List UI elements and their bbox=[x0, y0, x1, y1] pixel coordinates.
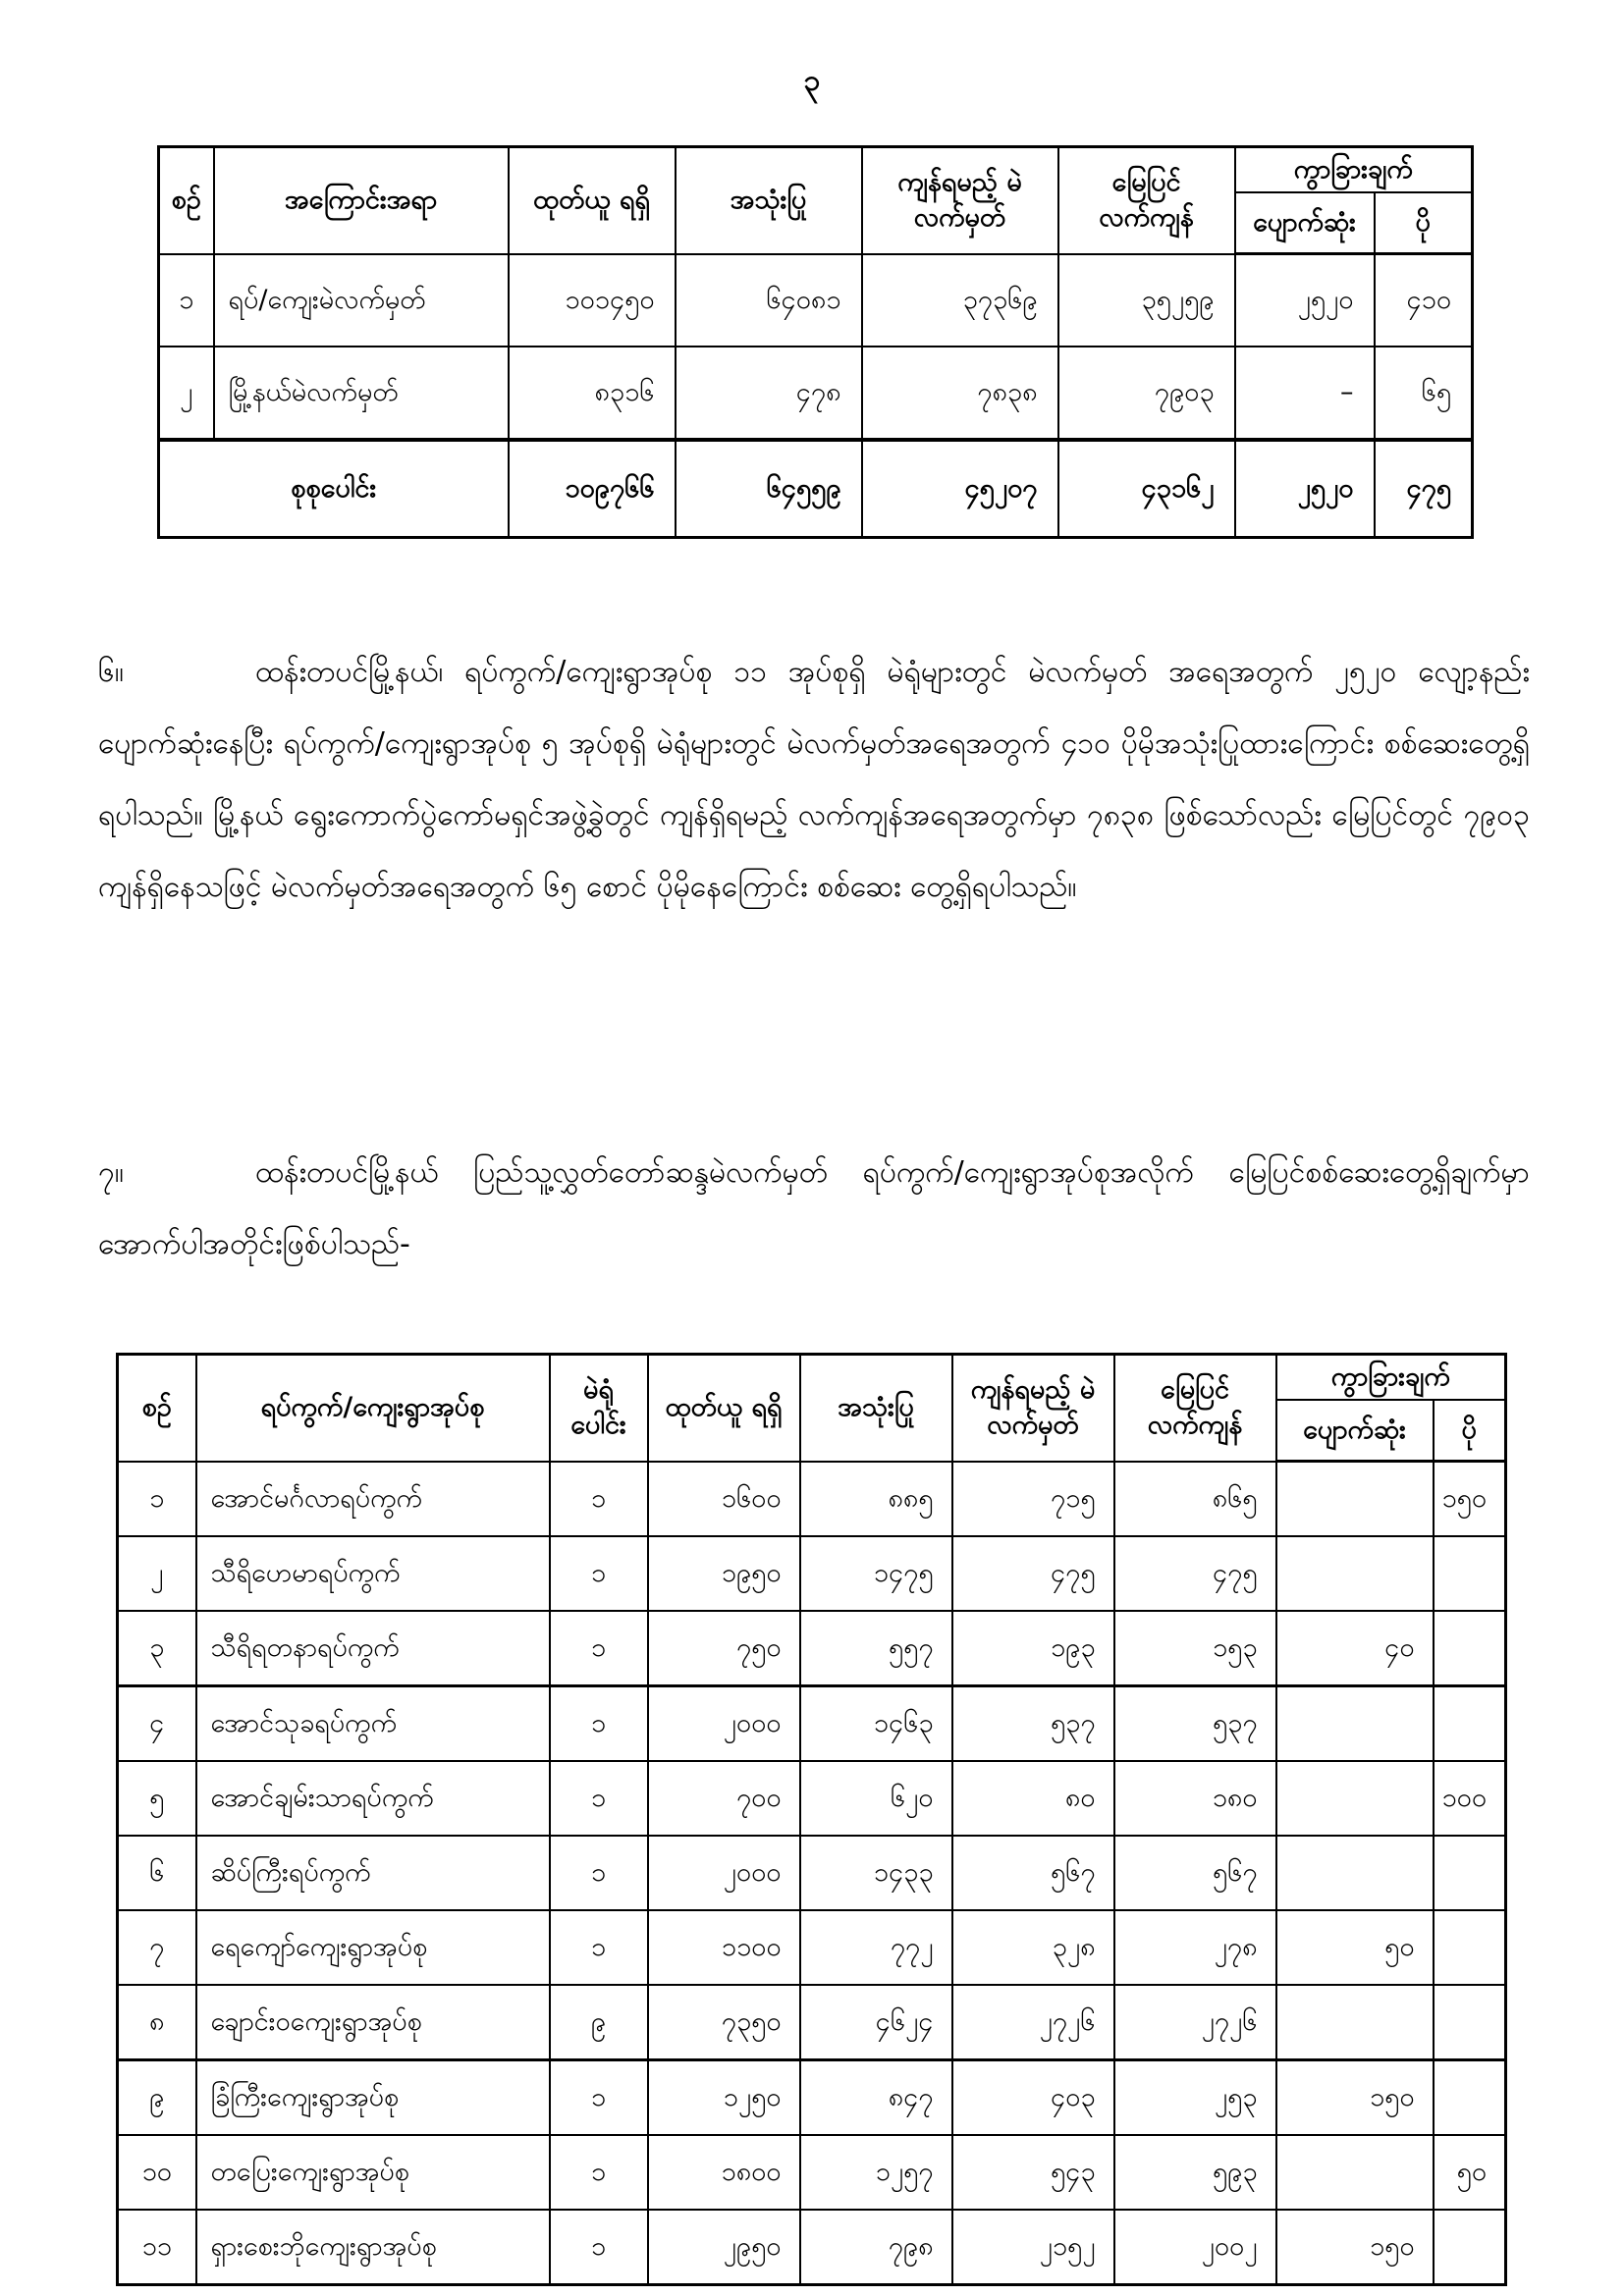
paragraph-6 bbox=[98, 636, 1530, 923]
table-cell: ၃ bbox=[118, 1611, 196, 1686]
table-cell: ၃၅၂၅၉ bbox=[1058, 254, 1235, 347]
table-cell: ၈၈၅ bbox=[800, 1462, 952, 1537]
table-cell bbox=[1434, 1536, 1506, 1611]
table-cell: ၂၇၈ bbox=[1114, 1910, 1276, 1985]
table-cell: ၈ bbox=[118, 1985, 196, 2060]
summary-table bbox=[157, 145, 1474, 539]
table-cell: ရှားစေးဘိုကျေးရွာအုပ်စု bbox=[196, 2210, 550, 2285]
table-cell: ၂၉၅၀ bbox=[648, 2210, 800, 2285]
table-cell bbox=[1276, 1985, 1434, 2060]
table-cell: တပြေးကျေးရွာအုပ်စု bbox=[196, 2135, 550, 2210]
table-cell: ၁၉၅၀ bbox=[648, 1536, 800, 1611]
table-cell bbox=[1276, 1536, 1434, 1611]
table-cell: ၅၉၃ bbox=[1114, 2135, 1276, 2210]
table-cell: ၅ bbox=[118, 1761, 196, 1836]
table-cell: ၁ bbox=[118, 1462, 196, 1537]
table-cell: ၁၄၇၅ bbox=[800, 1536, 952, 1611]
table-cell: ၇၉၈ bbox=[800, 2210, 952, 2285]
col-header-serial: စဉ် bbox=[159, 147, 214, 254]
table-cell: ၆၂၀ bbox=[800, 1761, 952, 1836]
table-cell: ၄၇၈ bbox=[676, 347, 862, 440]
table-cell: ၄၇၅ bbox=[1114, 1536, 1276, 1611]
table-cell: ၄၀ bbox=[1276, 1611, 1434, 1686]
table-cell: ၂၇၂၆ bbox=[952, 1985, 1114, 2060]
table-cell: ၄၆၂၄ bbox=[800, 1985, 952, 2060]
table-cell bbox=[1434, 1985, 1506, 2060]
summary-table-body bbox=[159, 254, 1473, 441]
col-header-used: အသုံးပြု bbox=[800, 1355, 952, 1462]
col-header-lost: ပျောက်ဆုံး bbox=[1276, 1400, 1434, 1462]
table-row bbox=[118, 1611, 1506, 1686]
table-cell: ၁၆၀၀ bbox=[648, 1462, 800, 1537]
table-cell: ဆိပ်ကြီးရပ်ကွက် bbox=[196, 1836, 550, 1910]
table-cell: အောင်သုခရပ်ကွက် bbox=[196, 1686, 550, 1762]
col-header-serial: စဉ် bbox=[118, 1355, 196, 1462]
table-cell: ၇၈၃၈ bbox=[862, 347, 1058, 440]
table-cell: ၁၅၀ bbox=[1276, 2060, 1434, 2136]
table-cell: ရေကျော်ကျေးရွာအုပ်စု bbox=[196, 1910, 550, 1985]
table-cell: ၁၀၀ bbox=[1434, 1761, 1506, 1836]
table-cell: ၂၅၂၀ bbox=[1235, 254, 1375, 347]
table-cell: ၁၈၀ bbox=[1114, 1761, 1276, 1836]
col-header-polling-stations: မဲရုံ ပေါင်း bbox=[550, 1355, 648, 1462]
paragraph-6-number: ၆။ bbox=[98, 655, 124, 689]
table-cell: ၄ bbox=[118, 1686, 196, 1762]
table-row bbox=[118, 2210, 1506, 2285]
table-cell: ၆ bbox=[118, 1836, 196, 1910]
total-row bbox=[159, 440, 1473, 538]
table-cell: ၇၅၀ bbox=[648, 1611, 800, 1686]
total-ground-balance: ၄၃၁၆၂ bbox=[1058, 440, 1235, 538]
table-cell: ၅၄၃ bbox=[952, 2135, 1114, 2210]
col-header-issued: ထုတ်ယူ ရရှိ bbox=[648, 1355, 800, 1462]
table-cell: ချောင်းဝကျေးရွာအုပ်စု bbox=[196, 1985, 550, 2060]
table-cell bbox=[1434, 1686, 1506, 1762]
table-cell: ၁၀၁၄၅၀ bbox=[509, 254, 676, 347]
table-cell bbox=[1276, 1686, 1434, 1762]
table-cell: သီရိဟေမာရပ်ကွက် bbox=[196, 1536, 550, 1611]
table-cell bbox=[1434, 1836, 1506, 1910]
table-cell: ၅၀ bbox=[1434, 2135, 1506, 2210]
table-cell: ၂ bbox=[159, 347, 214, 440]
table-cell: ၈၄၇ bbox=[800, 2060, 952, 2136]
paragraph-7-text: ထန်းတပင်မြို့နယ် ပြည်သူ့လွှတ်တော်ဆန္ဒမဲလက်မှတ် ရပ်ကွက်/ကျေးရွာအုပ်စုအလိုက် မြေပြင်စစ်ဆေးတွေ့ရှိချက်မှာ အောက်ပါအတိုင်းဖြစ်ပါသည်- bbox=[98, 1155, 1530, 1261]
paragraph-6-text: ထန်းတပင်မြို့နယ်၊ ရပ်ကွက်/ကျေးရွာအုပ်စု ၁၁ အုပ်စုရှိ မဲရုံများတွင် မဲလက်မှတ် အရေအတွက် ၂၅၂၀ လျော့နည်းပျောက်ဆုံးနေပြီး ရပ်ကွက်/ကျေးရွာအုပ်စု ၅ အုပ်စုရှိ မဲရုံများတွင် မဲလက်မှတ်အရေအတွက် ၄၁၀ ပိုမိုအသုံးပြုထားကြောင်း စစ်ဆေးတွေ့ရှိရပါသည်။ မြို့နယ် ရွေးကောက်ပွဲကော်မရှင်အဖွဲ့ခွဲတွင် ကျန်ရှိရမည့် လက်ကျန်အရေအတွက်မှာ ၇၈၃၈ ဖြစ်သော်လည်း မြေပြင်တွင် ၇၉၀၃ ကျန်ရှိနေသဖြင့် မဲလက်မှတ်အရေအတွက် ၆၅ စောင် ပိုမိုနေကြောင်း စစ်ဆေး တွေ့ရှိရပါသည်။ bbox=[98, 655, 1530, 904]
col-header-ward-name: ရပ်ကွက်/ကျေးရွာအုပ်စု bbox=[196, 1355, 550, 1462]
col-header-remaining: ကျန်ရမည့် မဲလက်မှတ် bbox=[862, 147, 1058, 254]
table-cell: ၁၄၃၃ bbox=[800, 1836, 952, 1910]
table-cell: ၂၇၂၆ bbox=[1114, 1985, 1276, 2060]
total-remaining: ၄၅၂၀၇ bbox=[862, 440, 1058, 538]
table-cell: ၆၅ bbox=[1375, 347, 1473, 440]
table-cell: ၉ bbox=[550, 1985, 648, 2060]
summary-table-total bbox=[159, 440, 1473, 538]
table-row bbox=[118, 1761, 1506, 1836]
table-cell: မြို့နယ်မဲလက်မှတ် bbox=[214, 347, 509, 440]
table-cell: ၅၃၇ bbox=[1114, 1686, 1276, 1762]
col-header-issued: ထုတ်ယူ ရရှိ bbox=[509, 147, 676, 254]
table-cell: ၂၀၀၀ bbox=[648, 1686, 800, 1762]
table-cell: ၂ bbox=[118, 1536, 196, 1611]
table-cell: ၇၇၂ bbox=[800, 1910, 952, 1985]
table-cell bbox=[1434, 1910, 1506, 1985]
table-cell: ၁ bbox=[550, 2060, 648, 2136]
table-cell: ၈၆၅ bbox=[1114, 1462, 1276, 1537]
table-cell: ၈၃၁၆ bbox=[509, 347, 676, 440]
table-row bbox=[118, 1686, 1506, 1762]
table-cell: ၁ bbox=[550, 1611, 648, 1686]
table-row bbox=[118, 1985, 1506, 2060]
table-cell: ၈၀ bbox=[952, 1761, 1114, 1836]
table-cell: ၅၆၇ bbox=[1114, 1836, 1276, 1910]
col-header-extra: ပို bbox=[1434, 1400, 1506, 1462]
col-header-difference: ကွာခြားချက် bbox=[1235, 147, 1473, 193]
table-row bbox=[159, 347, 1473, 440]
table-cell: သီရိရတနာရပ်ကွက် bbox=[196, 1611, 550, 1686]
table-cell: ၇၉၀၃ bbox=[1058, 347, 1235, 440]
table-cell: ၅၀ bbox=[1276, 1910, 1434, 1985]
table-cell: ၁၅၀ bbox=[1434, 1462, 1506, 1537]
table-cell: ၁၂၅၇ bbox=[800, 2135, 952, 2210]
table-cell: ၇၀၀ bbox=[648, 1761, 800, 1836]
col-header-subject: အကြောင်းအရာ bbox=[214, 147, 509, 254]
table-cell: ၁၅၃ bbox=[1114, 1611, 1276, 1686]
total-issued: ၁၀၉၇၆၆ bbox=[509, 440, 676, 538]
table-row bbox=[118, 2060, 1506, 2136]
page-number: ၃ bbox=[803, 64, 821, 98]
col-header-ground-balance: မြေပြင် လက်ကျန် bbox=[1114, 1355, 1276, 1462]
table-cell: ၅၃၇ bbox=[952, 1686, 1114, 1762]
table-cell: ၉ bbox=[118, 2060, 196, 2136]
table-row bbox=[118, 1836, 1506, 1910]
total-label: စုစုပေါင်း bbox=[159, 440, 509, 538]
table-cell: ၁၉၃ bbox=[952, 1611, 1114, 1686]
table-cell: ၄၀၃ bbox=[952, 2060, 1114, 2136]
table-cell bbox=[1276, 1836, 1434, 1910]
col-header-extra: ပို bbox=[1375, 192, 1473, 254]
table-cell: ၁ bbox=[550, 2135, 648, 2210]
col-header-difference: ကွာခြားချက် bbox=[1276, 1355, 1506, 1401]
table-cell: ၁ bbox=[550, 1761, 648, 1836]
table-cell: ၂၁၅၂ bbox=[952, 2210, 1114, 2285]
table-cell: အောင်ချမ်းသာရပ်ကွက် bbox=[196, 1761, 550, 1836]
table-cell: ၁ bbox=[550, 1686, 648, 1762]
table-cell: ၅၆၇ bbox=[952, 1836, 1114, 1910]
table-cell: ၁၄၆၃ bbox=[800, 1686, 952, 1762]
table-cell: ၁၈၀၀ bbox=[648, 2135, 800, 2210]
paragraph-7-number: ၇။ bbox=[98, 1155, 124, 1190]
table-cell: အောင်မင်္ဂလာရပ်ကွက် bbox=[196, 1462, 550, 1537]
col-header-used: အသုံးပြု bbox=[676, 147, 862, 254]
table-cell: ၇ bbox=[118, 1910, 196, 1985]
table-cell: ၄၁၀ bbox=[1375, 254, 1473, 347]
total-used: ၆၄၅၅၉ bbox=[676, 440, 862, 538]
table-cell: ၁ bbox=[159, 254, 214, 347]
table-cell: ၅၅၇ bbox=[800, 1611, 952, 1686]
table-cell: ၁၀ bbox=[118, 2135, 196, 2210]
table-cell: ခြံကြီးကျေးရွာအုပ်စု bbox=[196, 2060, 550, 2136]
table-cell: ၁ bbox=[550, 1536, 648, 1611]
ward-detail-table-body bbox=[118, 1462, 1506, 2285]
table-cell: ၁၁ bbox=[118, 2210, 196, 2285]
table-row bbox=[118, 1462, 1506, 1537]
table-row bbox=[118, 1536, 1506, 1611]
table-cell: ၁၁၀၀ bbox=[648, 1910, 800, 1985]
table-cell bbox=[1276, 2135, 1434, 2210]
col-header-remaining: ကျန်ရမည့် မဲလက်မှတ် bbox=[952, 1355, 1114, 1462]
table-cell: ၆၄၀၈၁ bbox=[676, 254, 862, 347]
ward-detail-table-header bbox=[118, 1355, 1506, 1462]
table-cell: ၃၇၃၆၉ bbox=[862, 254, 1058, 347]
paragraph-7 bbox=[98, 1137, 1530, 1280]
ward-detail-table bbox=[116, 1353, 1507, 2286]
table-cell bbox=[1434, 2060, 1506, 2136]
table-cell: ၁ bbox=[550, 2210, 648, 2285]
table-cell bbox=[1434, 2210, 1506, 2285]
table-cell: ၄၇၅ bbox=[952, 1536, 1114, 1611]
table-cell: ၇၃၅၀ bbox=[648, 1985, 800, 2060]
table-cell: ၇၁၅ bbox=[952, 1462, 1114, 1537]
table-cell: ၂၀၀၂ bbox=[1114, 2210, 1276, 2285]
table-cell bbox=[1434, 1611, 1506, 1686]
table-row bbox=[118, 2135, 1506, 2210]
table-cell: ၂၀၀၀ bbox=[648, 1836, 800, 1910]
summary-table-header bbox=[159, 147, 1473, 254]
table-cell: ၁ bbox=[550, 1836, 648, 1910]
table-cell bbox=[1276, 1761, 1434, 1836]
table-cell: ၁၅၀ bbox=[1276, 2210, 1434, 2285]
table-cell: ရပ်/ကျေးမဲလက်မှတ် bbox=[214, 254, 509, 347]
table-cell: ၁၂၅၀ bbox=[648, 2060, 800, 2136]
table-cell: ၁ bbox=[550, 1462, 648, 1537]
table-cell: ၃၂၈ bbox=[952, 1910, 1114, 1985]
col-header-lost: ပျောက်ဆုံး bbox=[1235, 192, 1375, 254]
table-row bbox=[159, 254, 1473, 347]
table-cell: ၂၅၃ bbox=[1114, 2060, 1276, 2136]
total-lost: ၂၅၂၀ bbox=[1235, 440, 1375, 538]
table-row bbox=[118, 1910, 1506, 1985]
table-cell: – bbox=[1235, 347, 1375, 440]
table-cell: ၁ bbox=[550, 1910, 648, 1985]
table-cell bbox=[1276, 1462, 1434, 1537]
total-extra: ၄၇၅ bbox=[1375, 440, 1473, 538]
col-header-ground-balance: မြေပြင် လက်ကျန် bbox=[1058, 147, 1235, 254]
